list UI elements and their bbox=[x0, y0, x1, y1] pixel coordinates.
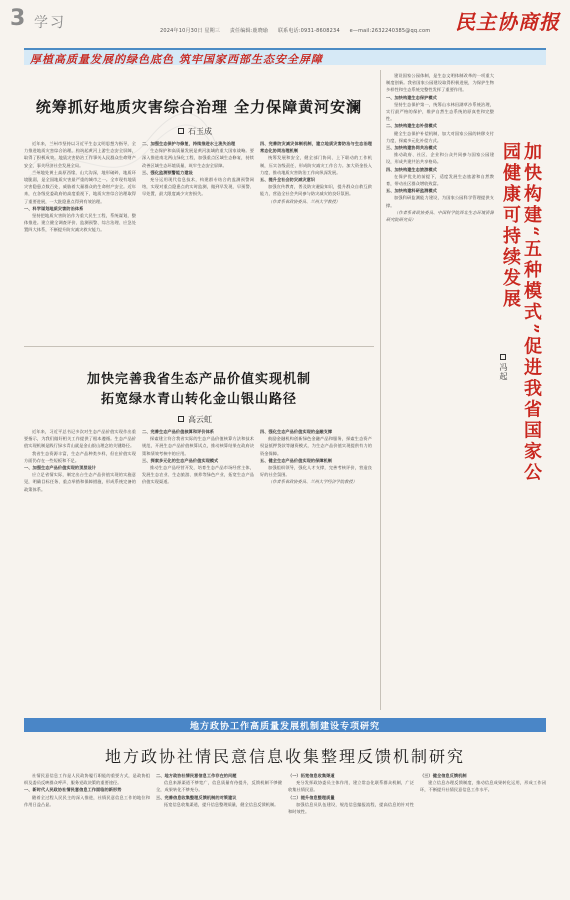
article3-byline bbox=[498, 354, 509, 381]
subheading: 二、完善生态产品价值核算和评价体系 bbox=[142, 429, 215, 434]
paragraph: 生态保护和高质量发展是黄河流域的重大国家战略。要深入推进南北两山绿化工程，加强重点区域生态修复，持续改善区域生态环境质量，筑牢生态安全屏障。 bbox=[142, 148, 254, 168]
email: e—mail:2632240385@qq.com bbox=[349, 28, 431, 34]
article3-headline bbox=[496, 142, 546, 502]
strip-text: 地方政协工作高质量发展机制建设专项研究 bbox=[189, 722, 380, 732]
paragraph: 建设国家公园体制，是生态文明体制改革的一项重大制度创新。我省国家公园建设取得积极进展，为保护生物多样性和生态系统完整性发挥了重要作用。 bbox=[386, 73, 494, 93]
subheading: （一）拓宽信息收集渠道 bbox=[288, 773, 335, 778]
article1-column-3 bbox=[260, 140, 372, 340]
paragraph: 坚持把地质灾害防治作为重大民生工程，系统谋划，整体推进。建立健全调查评价、监测预警、综合治理、应急处置四大体系，不断提升防灾减灾救灾能力。 bbox=[24, 213, 136, 233]
divider bbox=[380, 70, 381, 710]
author-note: （作者系省政协委员、中国科学院西北生态环境资源研究院研究员） bbox=[386, 209, 494, 223]
paragraph: 加强宣传教育，普及防灾避险知识，提升群众自救互救能力，营造全社会共同参与防灾减灾的良好氛围。 bbox=[260, 184, 372, 197]
paragraph: 兰州地处黄土高原西缘，山大沟深，地形破碎，地质环境脆弱，是全国地质灾害最严重的城市之一。全市现有地质灾害隐患点数百处，威胁着大量群众的生命财产安全。近年来，在各级党委政府的高度重视下，地质灾害综合治理取得了重要进展，一大批隐患点得到有效治理。 bbox=[24, 169, 136, 204]
masthead bbox=[0, 0, 570, 44]
subheading: （三）健全信息反馈机制 bbox=[420, 773, 467, 778]
article2-column-2 bbox=[142, 428, 254, 710]
masthead-info bbox=[160, 27, 438, 34]
paragraph: 建立信息办理反馈制度，推动信息成果转化运用，形成工作闭环，不断提升社情民意信息工作水平。 bbox=[420, 780, 546, 793]
subheading: 五、健全生态产品价值实现的保障机制 bbox=[260, 457, 333, 463]
paragraph: 我省生态资源丰富，生态产品种类多样，但在价值实现方面仍存在一些短板和不足。 bbox=[24, 450, 136, 463]
paragraph: 充分发挥政协委员主体作用，建立常态化联系群众机制，广泛收集社情民意。 bbox=[288, 780, 414, 793]
subheading: 四、强化生态产品价值实现的金融支撑 bbox=[260, 429, 333, 434]
subheading: 一、新时代人民政协社情民意信息工作面临的新形势 bbox=[24, 787, 122, 793]
author-note: （作者系省政协委员、兰州大学教授） bbox=[268, 198, 341, 204]
article2-title-line2: 拓宽绿水青山转化金山银山路径 bbox=[100, 392, 297, 407]
subheading: 一、加快构建生态保护模式 bbox=[386, 94, 437, 100]
article1-column-2 bbox=[142, 140, 254, 340]
subheading: 三、加快构建协同共治模式 bbox=[386, 145, 437, 151]
article2-author: 高云虹 bbox=[188, 415, 212, 424]
phone: 联系电话:0931-8608234 bbox=[277, 28, 340, 34]
article3-column bbox=[386, 72, 494, 712]
article1-column-1 bbox=[24, 140, 136, 340]
paragraph: 推动政府、社区、企业和公众共同参与国家公园建设，形成共建共治共享格局。 bbox=[386, 152, 494, 165]
article2-column-3 bbox=[260, 428, 372, 710]
topic-banner bbox=[24, 48, 546, 65]
banner-text: 厚植高质量发展的绿色底色 筑牢国家西部生态安全屏障 bbox=[30, 53, 323, 66]
section-name: 学习 bbox=[34, 15, 66, 31]
paragraph: 加强科研监测能力建设，为国家公园科学管理提供支撑。 bbox=[386, 195, 494, 208]
paragraph: 健全生态保护补偿机制，加大对国家公园的转移支付力度，探索多元化补偿方式。 bbox=[386, 130, 494, 143]
article1-byline bbox=[178, 126, 212, 137]
paragraph: 统筹发展和安全，健全部门协同、上下联动的工作机制，压实各级责任，形成防灾减灾工作合力。加大资金投入力度，推动地质灾害防治工作向纵深发展。 bbox=[260, 155, 372, 175]
subheading: 二、加快构建生态补偿模式 bbox=[386, 123, 437, 129]
subheading: 三、探索多元化的生态产品价值实现模式 bbox=[142, 457, 219, 463]
paragraph: 鼓励金融机构创新绿色金融产品和服务，探索生态资产权益抵押贷款等融资模式，为生态产品价值实现提供有力的资金保障。 bbox=[260, 436, 372, 456]
paragraph: 信息来源渠道不够宽广，信息质量有待提升，反馈机制不够健全，成果转化不够充分。 bbox=[156, 780, 282, 793]
paragraph: 探索建立符合我省实际的生态产品价值核算方法和技术规范，开展生态产品价值核算试点，推动核算结果在政府决策和绩效考核中的应用。 bbox=[142, 436, 254, 456]
subheading: （二）提升信息整理质量 bbox=[288, 794, 335, 800]
paragraph: 加强组织领导，强化人才支撑，完善考核评价，营造良好的社会氛围。 bbox=[260, 465, 372, 478]
article2-column-1 bbox=[24, 428, 136, 710]
paragraph: 坚持生态保护第一，统筹山水林田湖草沙系统治理，实行最严格的保护，维护自然生态系统的原真性和完整性。 bbox=[386, 101, 494, 122]
article4-title: 地方政协社情民意信息收集整理反馈机制研究 bbox=[104, 747, 465, 766]
paragraph: 在保护优先的前提下，适度发展生态旅游和自然教育，带动社区群众增收致富。 bbox=[386, 173, 494, 187]
article2-title-line1: 加快完善我省生态产品价值实现机制 bbox=[86, 372, 311, 387]
newspaper-brand: 民主协商报 bbox=[455, 10, 560, 34]
article2-byline bbox=[178, 414, 212, 425]
subheading: 二、地方政协社情民意信息工作存在的问题 bbox=[156, 773, 237, 778]
article4-column-4 bbox=[420, 772, 546, 892]
subheading: 五、提升全社会防灾减灾意识 bbox=[260, 177, 316, 183]
paragraph: 随着全过程人民民主的深入推进，社情民意信息工作的地位和作用日益凸显。 bbox=[24, 794, 150, 807]
divider bbox=[24, 346, 374, 347]
subheading: 三、完善信息收集整理反馈机制的对策建议 bbox=[156, 794, 237, 800]
subheading: 一、科学谋划地质灾害防治体系 bbox=[24, 205, 84, 211]
paragraph: 推动生态产品经营开发，培育生态产品市场经营主体，发展生态农业、生态旅游、康养等绿色产业，拓宽生态产品价值实现渠道。 bbox=[142, 465, 254, 485]
page-number: 3 bbox=[10, 6, 26, 31]
paragraph: 拓宽信息收集渠道，提升信息整理质量，健全信息反馈机制。 bbox=[164, 801, 279, 807]
subheading: 三、强化监测预警能力建设 bbox=[142, 169, 193, 175]
article1-title: 统筹抓好地质灾害综合治理 全力保障黄河安澜 bbox=[35, 98, 363, 116]
subheading: 五、加快构建科研监测模式 bbox=[386, 188, 437, 194]
issue-date: 2024年10月30日 星期三 bbox=[160, 28, 221, 34]
paragraph: 近年来，兰州市坚持以习近平生态文明思想为指导，全力推进地质灾害综合治理，构筑起黄河上游生态安全屏障，取得了积极成效。地质灾害防治工作事关人民群众生命财产安全，事关经济社会发展全局。 bbox=[24, 141, 136, 168]
author-note: （作者系省政协委员、兰州大学经济学院教授） bbox=[268, 479, 357, 485]
paragraph: 近年来，习近平总书记多次对生态产品价值实现作出重要指示，为我们做好相关工作提供了根本遵循。生态产品价值实现机制是践行绿水青山就是金山银山理念的关键路径。 bbox=[24, 429, 136, 449]
editor: 责任编辑:鹿晓瑜 bbox=[229, 28, 269, 34]
article4-column-3 bbox=[288, 772, 414, 892]
paragraph: 社情民意信息工作是人民政协履行职能的重要方式，是政协组织及委员反映群众呼声、服务党政决策的重要途径。 bbox=[24, 773, 150, 786]
article3-author: 冯起 bbox=[499, 363, 508, 381]
article1-author: 石玉成 bbox=[188, 127, 212, 136]
subheading: 四、加快构建生态旅游模式 bbox=[386, 166, 437, 172]
article4-column-2 bbox=[156, 772, 282, 892]
article3-title: 加快构建“五种模式”促进我省国家公园健康可持续发展 bbox=[500, 142, 542, 484]
article4-column-1 bbox=[24, 772, 150, 892]
paragraph: 加强信息员队伍建设，规范信息编报流程，提高信息的针对性和时效性。 bbox=[288, 801, 414, 815]
paragraph: 充分运用现代信息技术，构建群专结合的监测预警网络，实现对重点隐患点的实时监测，做到早发现、早预警、早处置，最大限度减少灾害损失。 bbox=[142, 177, 254, 197]
special-research-strip bbox=[24, 718, 546, 732]
subheading: 一、加强生态产品价值实现的顶层设计 bbox=[24, 465, 97, 471]
subheading: 四、完善防灾减灾体制机制，建立地质灾害防治与生态治理常态化协同治理机制 bbox=[260, 141, 372, 154]
paragraph: 应立足省情实际，制定出台生态产品价值实现的实施意见，明确目标任务、重点举措和保障措施，形成系统完备的政策体系。 bbox=[24, 472, 136, 492]
subheading: 二、加强生态保护与修复，持续推进水土流失治理 bbox=[142, 141, 236, 146]
